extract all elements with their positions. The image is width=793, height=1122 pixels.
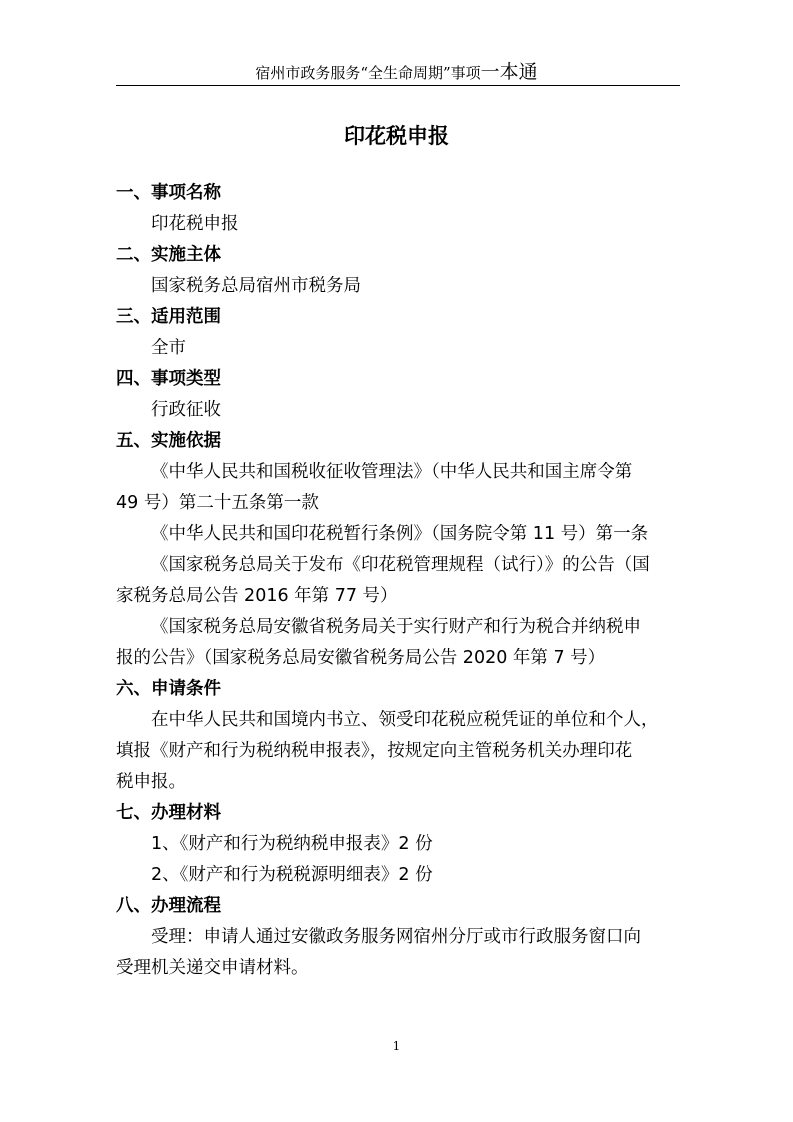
- page-number: 1: [392, 1039, 401, 1053]
- section-heading: 七、办理材料: [116, 803, 221, 823]
- section-heading: 五、实施依据: [116, 431, 221, 451]
- body-line: 受理机关递交申请材料。: [116, 958, 309, 978]
- section-heading: 一、事项名称: [116, 183, 221, 203]
- running-header-suffix: 一本通: [480, 61, 538, 83]
- document-title: 印花税申报: [344, 124, 449, 148]
- body-line: 家税务总局公告 2016 年第 77 号）: [116, 586, 398, 606]
- body-line: 《中华人民共和国税收征收管理法》（中华人民共和国主席令第: [151, 462, 633, 482]
- body-line: 在中华人民共和国境内书立、领受印花税应税凭证的单位和个人，: [151, 710, 659, 730]
- running-header-text: 宿州市政务服务“全生命周期”事项: [255, 64, 481, 82]
- body-line: 报的公告》（国家税务总局安徽省税务局公告 2020 年第 7 号）: [116, 648, 606, 668]
- document-body: [116, 178, 680, 984]
- section-heading: 八、办理流程: [116, 896, 221, 916]
- body-line: 《国家税务总局关于发布《印花税管理规程（试行）》的公告（国: [151, 555, 650, 575]
- header-divider: [116, 85, 680, 86]
- body-line: 行政征收: [151, 400, 221, 420]
- section-heading: 三、适用范围: [116, 307, 221, 327]
- section-heading: 四、事项类型: [116, 369, 221, 389]
- running-header: [0, 60, 793, 85]
- body-line: 49 号）第二十五条第一款: [116, 493, 319, 513]
- body-line: 1、《财产和行为税纳税申报表》2 份: [151, 834, 433, 854]
- body-line: 填报《财产和行为税纳税申报表》，按规定向主管税务机关办理印花: [116, 741, 633, 761]
- body-line: 全市: [151, 338, 186, 358]
- section-heading: 六、申请条件: [116, 679, 221, 699]
- body-line: 受理：申请人通过安徽政务服务网宿州分厅或市行政服务窗口向: [151, 927, 641, 947]
- body-line: 《国家税务总局安徽省税务局关于实行财产和行为税合并纳税申: [151, 617, 641, 637]
- body-line: 2、《财产和行为税税源明细表》2 份: [151, 865, 433, 885]
- body-line: 印花税申报: [151, 214, 239, 234]
- body-line: 国家税务总局宿州市税务局: [151, 276, 361, 296]
- body-line: 《中华人民共和国印花税暂行条例》（国务院令第 11 号）第一条: [151, 524, 649, 544]
- section-heading: 二、实施主体: [116, 245, 221, 265]
- body-line: 税申报。: [116, 772, 186, 792]
